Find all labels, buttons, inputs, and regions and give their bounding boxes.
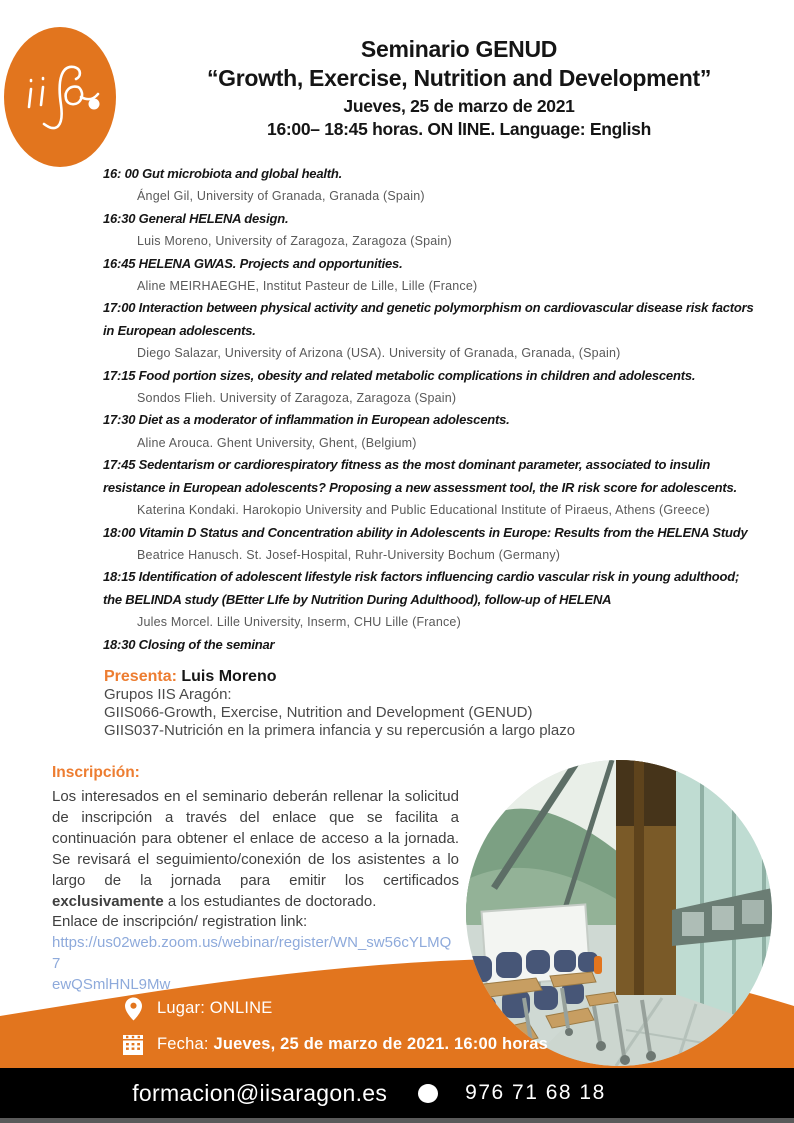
location-row (122, 995, 548, 1022)
schedule-item-text: HELENA GWAS. Projects and opportunities. (138, 255, 403, 271)
schedule-item-title (103, 163, 761, 185)
footer-email: formacion@iisaragon.es (132, 1079, 388, 1106)
schedule-item-time: 17:30 (103, 412, 136, 428)
presenter-label: Presenta: (104, 668, 177, 685)
schedule-item-time: 17:45 (103, 457, 136, 473)
schedule-item-time: 18:00 (103, 524, 136, 540)
schedule-item-title (103, 454, 761, 499)
schedule-item-speaker: Jules Morcel. Lille University, Inserm, CHU Lille (France) (137, 615, 461, 630)
registration-text: Los interesados en el seminario deberán rellenar la solicitud de inscripción a través del enlace que se facilita a continuación para obtener el enlace de acceso a la jornada. Se revisará el seguimiento/conexión de los asistentes a lo largo de la jornada para emitir los certificados (52, 788, 459, 889)
schedule-item-text: Food portion sizes, obesity and related metabolic complications in children and adolescents. (138, 367, 696, 383)
registration-link-label: Enlace de inscripción/ registration link: (52, 913, 308, 931)
registration-link-line1[interactable]: https://us02web.zoom.us/webinar/register/WN_sw56cYLMQ7 (52, 934, 452, 973)
footer-bottom-strip (0, 1118, 794, 1123)
location-text (157, 999, 272, 1018)
schedule-item-time: 16:30 (103, 210, 136, 226)
groups-heading: Grupos IIS Aragón: (104, 686, 232, 703)
schedule-item-text: Closing of the seminar (138, 636, 275, 652)
date-value: Jueves, 25 de marzo de 2021. 16:00 horas (213, 1035, 548, 1053)
schedule-item-text: Diet as a moderator of inflammation in European adolescents. (138, 412, 510, 428)
registration-text-end: a los estudiantes de doctorado. (163, 892, 377, 910)
schedule-item-speaker: Katerina Kondaki. Harokopio University and Public Educational Institute of Piraeus, Athens (Greece) (137, 503, 710, 518)
schedule-item-speaker: Aline MEIRHAEGHE, Institut Pasteur de Lille, Lille (France) (137, 279, 478, 294)
schedule-item-time: 17:00 (103, 300, 136, 316)
schedule-item-title (103, 522, 761, 544)
schedule-item-speaker: Aline Arouca. Ghent University, Ghent, (Belgium) (137, 435, 417, 450)
registration-link-line2[interactable]: ewQSmlHNL9Mw (52, 976, 171, 994)
schedule-item-text: Vitamin D Status and Concentration ability in Adolescents in Europe: Results from the HELENA Study (138, 524, 748, 540)
schedule-item-text: Gut microbiota and global health. (142, 166, 343, 181)
registration-bold-word: exclusivamente (52, 892, 164, 910)
schedule-list (103, 163, 761, 656)
schedule-item-title (103, 297, 761, 342)
location-value: ONLINE (209, 999, 273, 1017)
calendar-icon (122, 1035, 144, 1055)
header (128, 36, 790, 140)
schedule-item-title (103, 634, 761, 656)
date-label: Fecha: (157, 1035, 209, 1053)
footer-phone: 976 71 68 18 (465, 1081, 606, 1104)
schedule-item-time: 18:15 (103, 569, 136, 585)
map-pin-icon (122, 997, 144, 1021)
event-info (122, 995, 548, 1067)
schedule-item-speaker: Luis Moreno, University of Zaragoza, Zaragoza (Spain) (137, 234, 452, 249)
location-label: Lugar: (157, 999, 205, 1017)
registration-paragraph (52, 787, 459, 912)
schedule-item-time: 18:30 (103, 636, 136, 652)
schedule-item-title (103, 409, 761, 431)
presenter-name: Luis Moreno (181, 668, 277, 685)
schedule-item-time: 16: 00 (103, 166, 139, 181)
groups-list (104, 704, 575, 740)
footer (0, 1068, 794, 1118)
seminar-time-language: 16:00– 18:45 horas. ON lINE. Language: English (267, 119, 651, 139)
schedule-item-text: Interaction between physical activity and genetic polymorphism on cardiovascular disease risk factors in European adolescents. (103, 300, 754, 338)
schedule-item-speaker: Ángel Gil, University of Granada, Granada (Spain) (137, 189, 425, 204)
date-text (157, 1035, 548, 1054)
iis-aragon-logo-icon (4, 27, 117, 168)
schedule-item-speaker: Diego Salazar, University of Arizona (USA). University of Granada, Granada, (Spain) (137, 346, 621, 361)
schedule-item-speaker: Sondos Flieh. University of Zaragoza, Zaragoza (Spain) (137, 391, 457, 406)
dot-icon (418, 1084, 438, 1103)
schedule-item-title (103, 253, 761, 275)
schedule-item-text: General HELENA design. (138, 210, 289, 226)
schedule-item-title (103, 365, 761, 387)
group-line: GIIS066-Growth, Exercise, Nutrition and Development (GENUD) (104, 704, 533, 721)
registration-heading: Inscripción: (52, 764, 140, 781)
seminar-date: Jueves, 25 de marzo de 2021 (343, 96, 575, 116)
schedule-item-time: 16:45 (103, 255, 136, 271)
group-line: GIIS037-Nutrición en la primera infancia y su repercusión a largo plazo (104, 722, 576, 739)
seminar-subtitle: “Growth, Exercise, Nutrition and Development” (206, 65, 712, 91)
schedule-item-time: 17:15 (103, 367, 136, 383)
schedule-item-text: Identification of adolescent lifestyle risk factors influencing cardio vascular risk in young adulthood; the BELINDA study (BEtter LIfe by Nutrition During Adulthood), follow-up of HELENA (103, 569, 740, 607)
schedule-item-title (103, 566, 761, 611)
schedule-item-speaker: Beatrice Hanusch. St. Josef-Hospital, Ruhr-University Bochum (Germany) (137, 547, 561, 562)
presenter-block (104, 667, 575, 740)
presenter-line (104, 667, 575, 686)
date-row (122, 1031, 548, 1058)
schedule-item-text: Sedentarism or cardiorespiratory fitness as the most dominant parameter, associated to insulin resistance in European adolescents? Proposing a new assessment tool, the IR risk score for adolescents. (103, 457, 737, 495)
seminar-title: Seminario GENUD (360, 36, 558, 62)
schedule-item-title (103, 208, 761, 230)
